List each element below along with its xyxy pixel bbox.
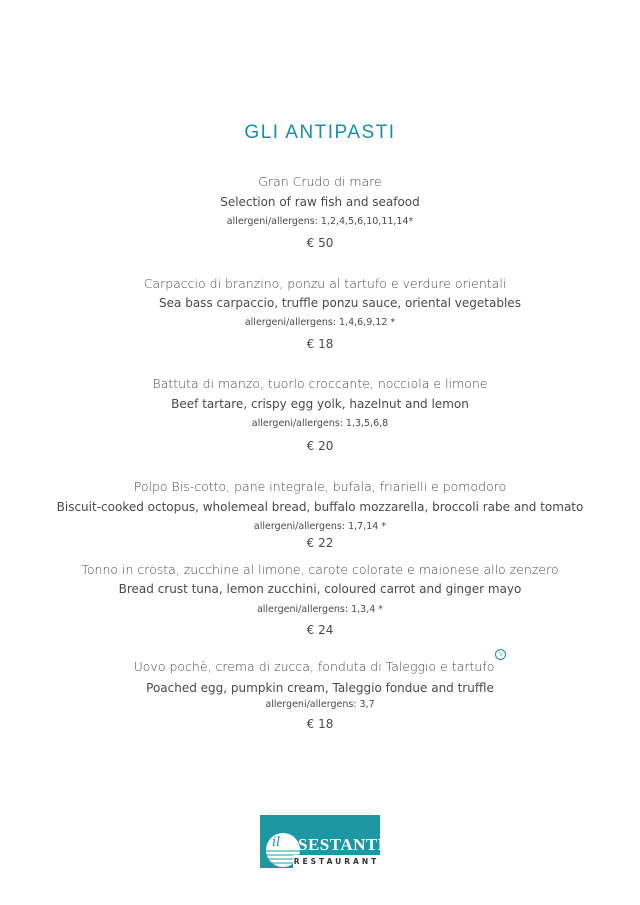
logo-subtitle: RESTAURANT (293, 857, 380, 866)
dish-allergens: allergeni/allergens: 1,7,14 * (253, 521, 387, 532)
dish-price: € 24 (306, 623, 334, 637)
dish-name: Carpaccio di branzino, ponzu al tartufo e verdure orientali (143, 276, 507, 291)
restaurant-logo (260, 815, 390, 868)
dish-description: Poached egg, pumpkin cream, Taleggio fondue and truffle (146, 681, 494, 695)
dish-allergens: allergeni/allergens: 1,3,5,6,8 (251, 418, 389, 429)
dish-name (0, 650, 640, 674)
dish-allergens: allergeni/allergens: 3,7 (265, 699, 375, 710)
dish-description: Sea bass carpaccio, truffle ponzu sauce, oriental vegetables (159, 296, 521, 310)
dish-allergens: allergeni/allergens: 1,4,6,9,12 * (244, 317, 396, 328)
vegetarian-icon: V (495, 649, 506, 660)
dish-name: Battuta di manzo, tuorlo croccante, nocciola e limone (152, 376, 488, 391)
dish-description: Bread crust tuna, lemon zucchini, coloured carrot and ginger mayo (118, 582, 522, 596)
dish-description: Beef tartare, crispy egg yolk, hazelnut and lemon (171, 397, 469, 411)
dish-price: € 50 (306, 236, 334, 250)
dish-name: Gran Crudo di mare (258, 174, 382, 189)
dish-name-text: Uovo pochè, crema di zucca, fonduta di Taleggio e tartufo (133, 659, 495, 674)
dish-price: € 18 (306, 337, 334, 351)
section-title: GLI ANTIPASTI (244, 122, 396, 143)
dish-name: Tonno in crosta, zucchine al limone, carote colorate e maionese allo zenzero (81, 562, 559, 577)
dish-name: Polpo Bis-cotto, pane integrale, bufala, friarielli e pomodoro (133, 479, 507, 494)
dish-description: Selection of raw fish and seafood (220, 195, 420, 209)
dish-price: € 18 (306, 717, 334, 731)
logo-name: SESTANTE (298, 835, 390, 854)
dish-allergens: allergeni/allergens: 1,2,4,5,6,10,11,14* (226, 216, 414, 227)
dish-allergens: allergeni/allergens: 1,3,4 * (256, 604, 384, 615)
dish-price: € 22 (306, 536, 334, 550)
dish-price: € 20 (306, 439, 334, 453)
dish-description: Biscuit-cooked octopus, wholemeal bread, buffalo mozzarella, broccoli rabe and tomato (56, 500, 584, 514)
logo-prefix: il (272, 835, 281, 850)
